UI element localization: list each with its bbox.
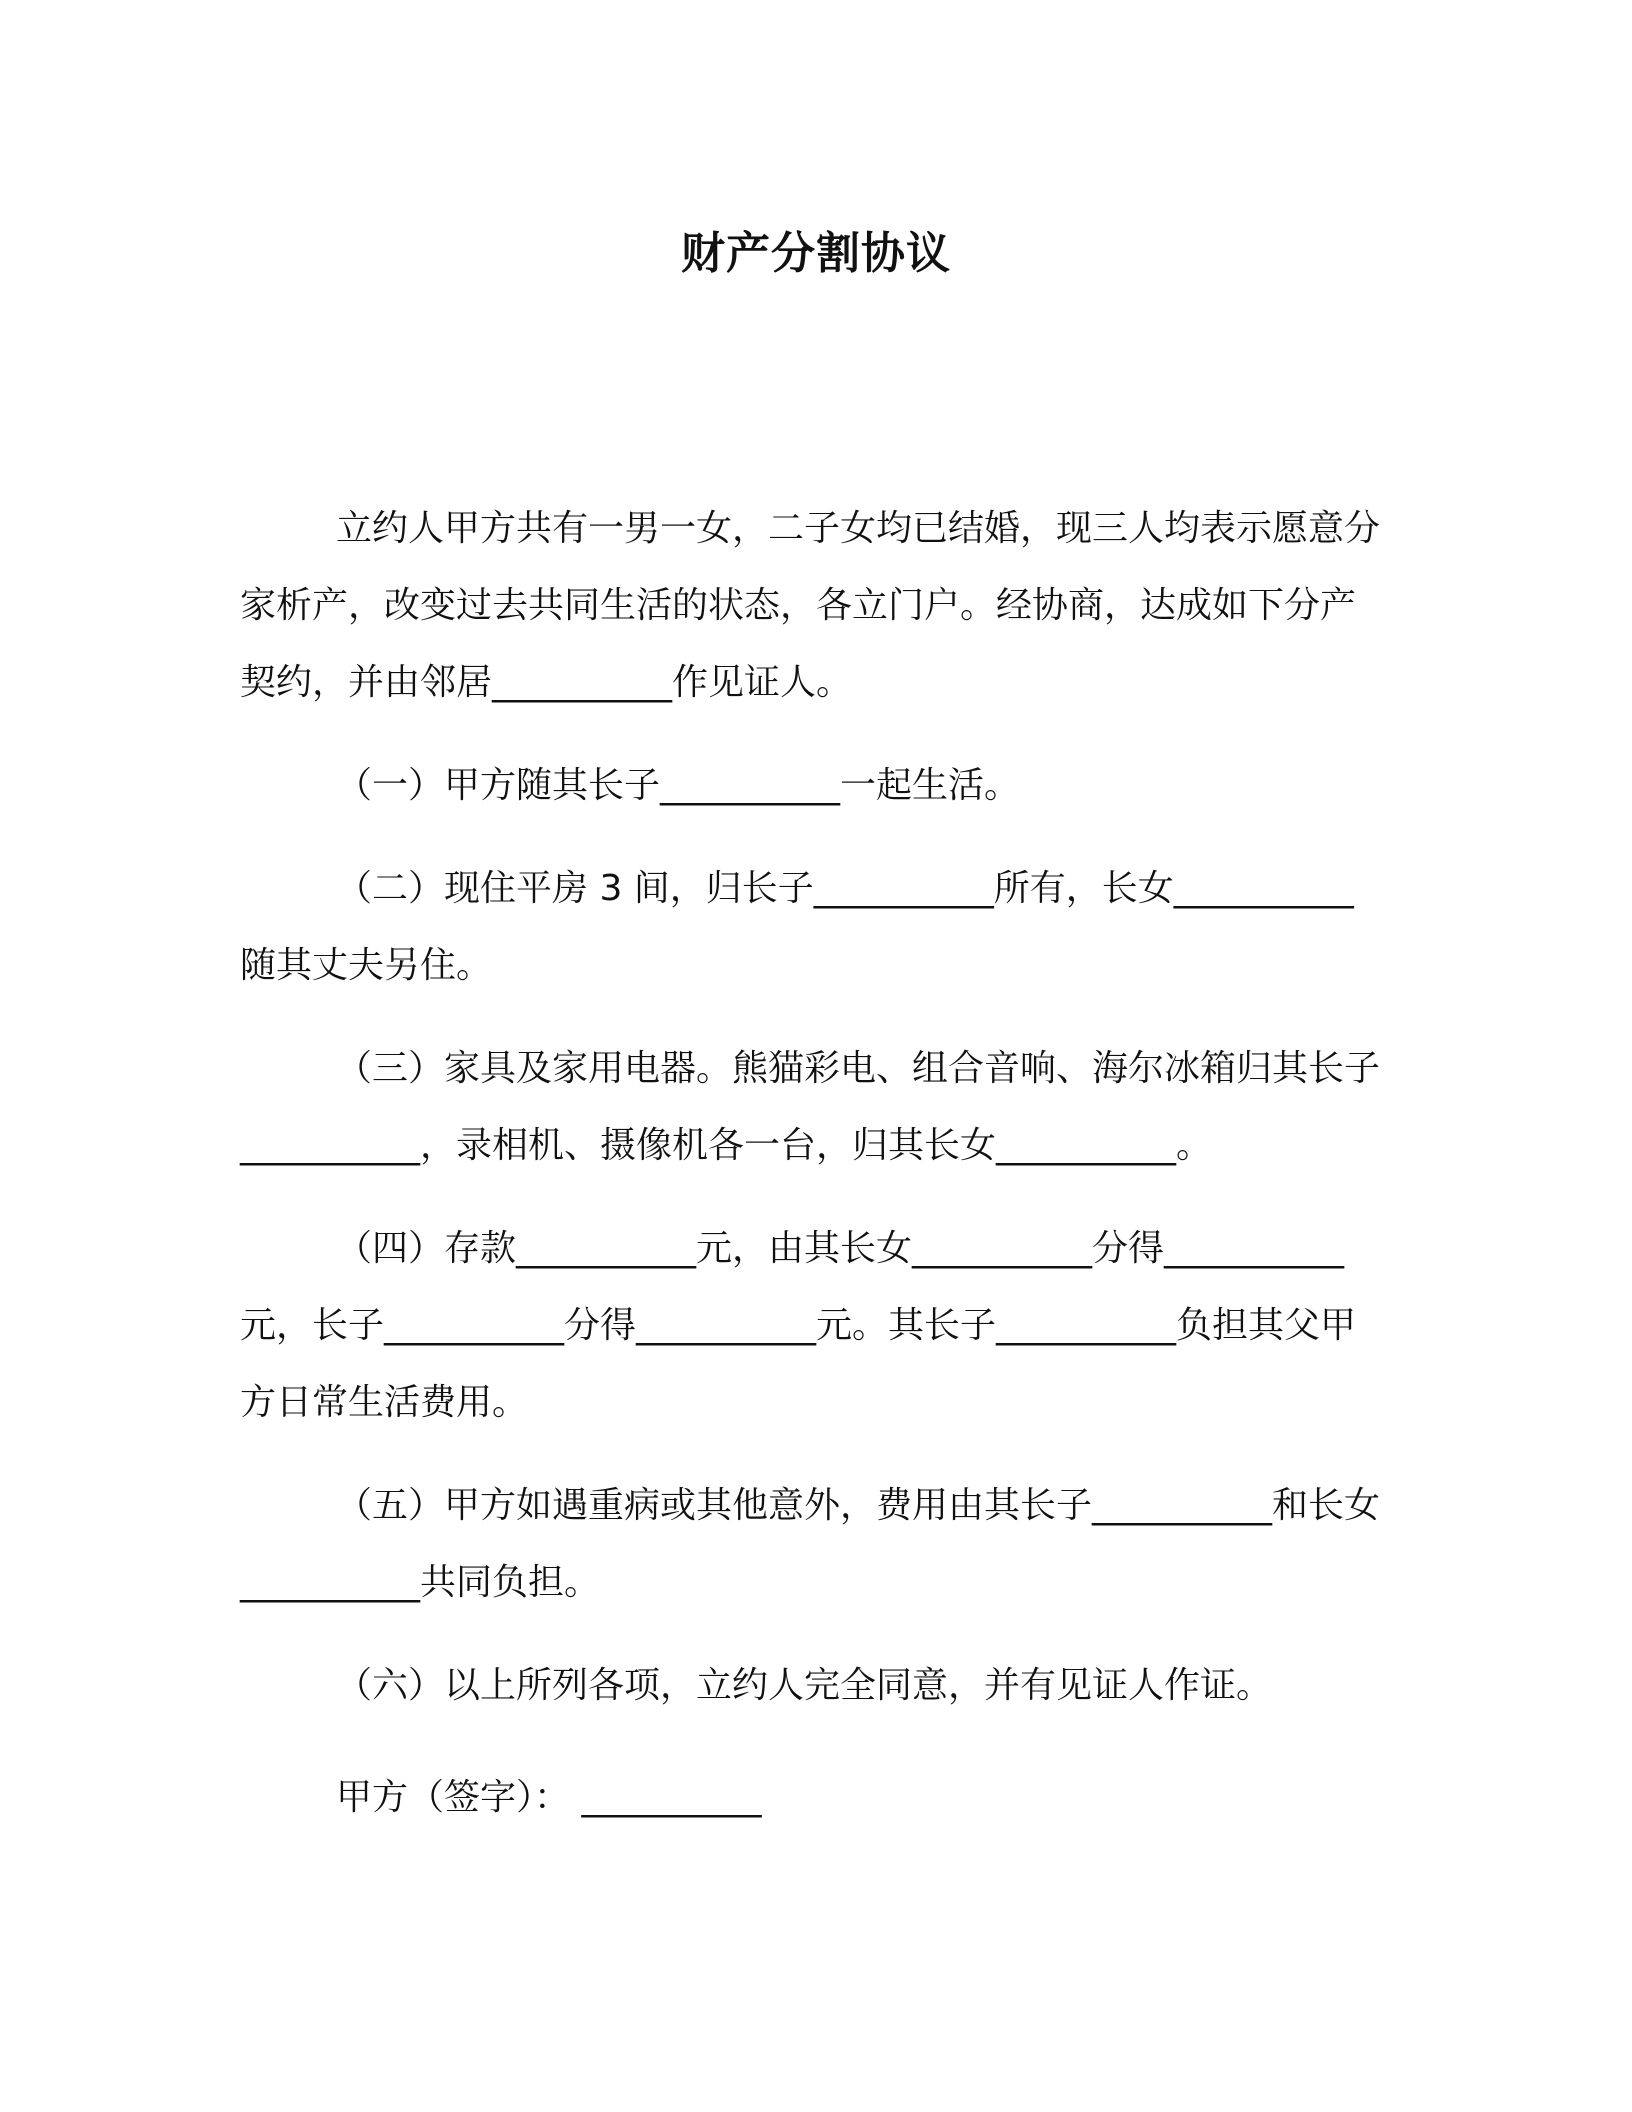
document-title: 财产分割协议 — [681, 228, 951, 279]
paragraph-intro: 立约人甲方共有一男一女，二子女均已结婚，现三人均表示愿意分家析产，改变过去共同生活的状态，各立门户。经协商，达成如下分产契约，并由邻居__________作见证人。 — [240, 508, 1381, 703]
paragraph-clause-1: （一）甲方随其长子__________一起生活。 — [336, 765, 1021, 806]
paragraph-clause-4: （四）存款__________元，由其长女__________分得__________元，长子__________分得__________元。其长子__________负担其父甲方日常生活费用。 — [240, 1228, 1357, 1423]
document-body — [240, 490, 1380, 1750]
paragraph-clause-5: （五）甲方如遇重病或其他意外，费用由其长子__________和长女__________共同负担。 — [240, 1485, 1381, 1603]
paragraph-clause-6: （六）以上所列各项，立约人完全同意，并有见证人作证。 — [336, 1665, 1273, 1706]
paragraph-clause-3: （三）家具及家用电器。熊猫彩电、组合音响、海尔冰箱归其长子__________，录相机、摄像机各一台，归其长女__________。 — [240, 1048, 1381, 1166]
paragraph-clause-2: （二）现住平房 3 间，归长子__________所有，长女__________随其丈夫另住。 — [240, 868, 1354, 986]
signature-line-party-a: 甲方（签字）： __________ — [336, 1777, 762, 1818]
